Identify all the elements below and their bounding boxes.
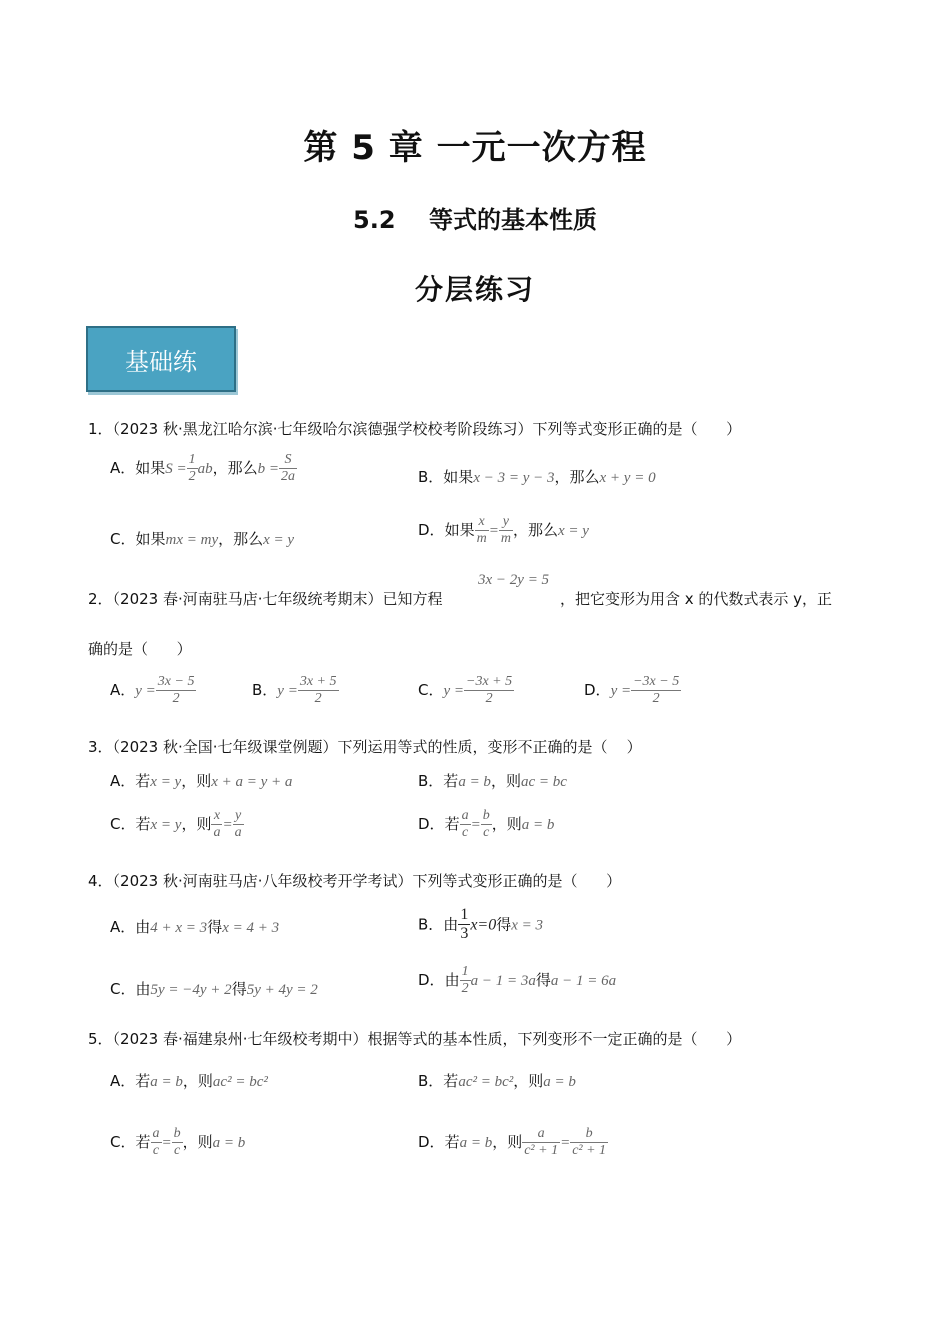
q1-option-c[interactable] — [110, 528, 294, 549]
option-letter: B． — [252, 681, 278, 700]
fraction: $\frac{x}{m}$ — [476, 514, 487, 547]
fraction: $\frac{-3x - 5}{2}$ — [633, 674, 680, 707]
math: x = 4 + 3 — [222, 920, 280, 936]
q2-option-c[interactable] — [418, 674, 514, 707]
math: mx = my — [165, 532, 219, 548]
question-5-stem: 5．（2023 春·福建泉州·七年级校考期中）根据等式的基本性质，下列变形不一定正确的是（ ） — [88, 1030, 742, 1048]
option-text: 如果 — [443, 468, 474, 486]
math: x + y = 0 — [599, 470, 656, 486]
math: = — [560, 1135, 571, 1152]
option-letter: B． — [418, 772, 444, 790]
chapter-title: 第 5 章 一元一次方程 — [303, 128, 647, 168]
q4-option-c[interactable] — [110, 978, 318, 999]
math: x − 3 = y − 3 — [473, 470, 555, 486]
q2-option-b[interactable] — [252, 674, 339, 707]
math: a − 1 = 6a — [550, 973, 617, 990]
basic-practice-badge — [86, 326, 236, 392]
math: ab — [197, 461, 213, 478]
fraction: $\frac{y}{a}$ — [234, 808, 242, 841]
math: = — [488, 523, 499, 540]
q5-option-a[interactable] — [110, 1070, 268, 1091]
option-letter: C． — [110, 815, 136, 834]
fraction: $\frac{a}{\text{c² + 1}}$ — [524, 1126, 559, 1159]
question-3-stem: 3．（2023 秋·全国·七年级课堂例题）下列运用等式的性质，变形不正确的是（ ） — [88, 738, 642, 756]
math: 5y + 4y = 2 — [246, 982, 318, 998]
option-text: 由 — [444, 971, 460, 990]
math: 4 + x = 3 — [150, 920, 208, 936]
option-letter: B． — [418, 1072, 444, 1090]
math: a = b — [543, 1074, 576, 1090]
math: 5y = −4y + 2 — [150, 982, 232, 998]
math: x = y — [263, 532, 295, 548]
option-text: 如果 — [135, 459, 166, 478]
question-2-stem — [88, 588, 443, 609]
option-text: 得 — [496, 915, 512, 934]
math: a = b — [521, 817, 555, 834]
option-letter: C． — [110, 1133, 136, 1152]
option-text: 若 — [135, 772, 151, 790]
option-text: ，那么 — [218, 530, 264, 548]
option-text: ，则 — [182, 1133, 213, 1152]
math: y = — [443, 683, 465, 700]
option-text: 由 — [135, 980, 151, 998]
option-text: 得 — [207, 918, 223, 936]
fraction: $\frac{3x - 5}{2}$ — [157, 674, 195, 707]
option-text: 若 — [443, 1072, 459, 1090]
q4-option-d[interactable] — [418, 964, 616, 997]
q3-option-b[interactable] — [418, 770, 567, 791]
math: ac = bc — [520, 774, 567, 790]
option-text: ，则 — [181, 815, 212, 834]
math: x + a = y + a — [211, 774, 293, 790]
option-letter: D． — [418, 971, 445, 990]
fraction: $\frac{1}{3}$ — [460, 906, 469, 943]
option-letter: B． — [418, 915, 444, 934]
option-text: 若 — [444, 1133, 460, 1152]
math: y = — [610, 683, 632, 700]
option-text: ，则 — [492, 1133, 523, 1152]
option-text: 得 — [535, 971, 551, 990]
layer-title: 分层练习 — [414, 273, 535, 306]
option-text: ，那么 — [512, 521, 558, 540]
option-text: ，则 — [491, 815, 522, 834]
fraction: $\frac{b}{c}$ — [173, 1126, 181, 1159]
option-text: ，则 — [182, 1072, 213, 1090]
option-letter: A． — [110, 918, 136, 936]
math: = — [470, 817, 481, 834]
math: x = y — [150, 817, 182, 834]
math: x=0 — [470, 916, 497, 934]
section-title: 5.2 等式的基本性质 — [353, 206, 597, 234]
option-text: 得 — [231, 980, 247, 998]
q1-option-b[interactable] — [418, 466, 656, 487]
option-letter: A． — [110, 1072, 136, 1090]
option-text: ，那么 — [212, 459, 258, 478]
option-letter: A． — [110, 772, 136, 790]
option-letter: A． — [110, 459, 136, 478]
fraction: $\frac{b}{\text{c² + 1}}$ — [572, 1126, 607, 1159]
option-text: 如果 — [135, 530, 166, 548]
math: a = b — [459, 1135, 493, 1152]
option-text: 由 — [135, 918, 151, 936]
option-text: 由 — [443, 915, 459, 934]
math: y = — [277, 683, 298, 700]
math: ac² = bc² — [212, 1074, 268, 1090]
math: x = 3 — [511, 917, 544, 934]
option-letter: A． — [110, 681, 136, 700]
option-letter: D． — [418, 1133, 445, 1152]
math: a = b — [458, 774, 491, 790]
math: x = y — [150, 774, 182, 790]
q4-option-b[interactable] — [418, 906, 543, 944]
option-text: 如果 — [444, 521, 475, 540]
math: x = y — [557, 523, 589, 540]
fraction: $\frac{b}{c}$ — [482, 808, 490, 841]
option-text: ，那么 — [554, 468, 600, 486]
math: = — [222, 817, 233, 834]
option-text: 若 — [135, 815, 151, 834]
option-text: 若 — [135, 1072, 151, 1090]
option-text: ，则 — [513, 1072, 544, 1090]
option-text: 若 — [135, 1133, 151, 1152]
fraction: $\frac{3x + 5}{2}$ — [299, 674, 337, 707]
q2-option-a[interactable] — [110, 674, 196, 707]
q1-option-a[interactable] — [110, 452, 297, 485]
q3-option-a[interactable] — [110, 770, 292, 791]
option-text: ，则 — [181, 772, 212, 790]
option-text: ，则 — [490, 772, 521, 790]
fraction: $\frac{a}{c}$ — [152, 1126, 160, 1159]
question-1-stem: 1．（2023 秋·黑龙江哈尔滨·七年级哈尔滨德强学校校考阶段练习）下列等式变形正确的是（ ） — [88, 420, 742, 438]
math: S = — [165, 461, 187, 478]
fraction: $\frac{1}{2}$ — [461, 964, 469, 997]
fraction: $\frac{-3x + 5}{2}$ — [466, 674, 513, 707]
option-text: 若 — [443, 772, 459, 790]
fraction: $\frac{y}{m}$ — [500, 514, 511, 547]
option-text: 若 — [444, 815, 460, 834]
math: a = b — [212, 1135, 246, 1152]
option-letter: D． — [584, 681, 611, 700]
math: a = b — [150, 1074, 183, 1090]
q3-option-c[interactable] — [110, 808, 244, 841]
math: = — [161, 1135, 172, 1152]
option-letter: D． — [418, 521, 445, 540]
q2-equation: 3x − 2y = 5 — [478, 572, 550, 588]
question-2-stem-end: 确的是（ ） — [88, 640, 192, 658]
option-letter: C． — [418, 681, 444, 700]
badge-label: 基础练 — [125, 348, 197, 376]
fraction: $\frac{x}{a}$ — [213, 808, 221, 841]
q3-option-d[interactable] — [418, 808, 554, 841]
math: b = — [257, 461, 280, 478]
fraction: $\frac{a}{c}$ — [461, 808, 469, 841]
q5-option-b[interactable] — [418, 1070, 576, 1091]
question-2-stem-cont: ，把它变形为用含 x 的代数式表示 y，正 — [560, 590, 833, 608]
question-4-stem: 4．（2023 秋·河南驻马店·八年级校考开学考试）下列等式变形正确的是（ ） — [88, 872, 622, 890]
q1-option-d[interactable] — [418, 514, 589, 547]
math: a − 1 = 3a — [470, 973, 536, 990]
q4-option-a[interactable] — [110, 916, 279, 937]
math: ac² = bc² — [458, 1074, 514, 1090]
option-letter: D． — [418, 815, 445, 834]
stem-text: 2．（2023 春·河南驻马店·七年级统考期末）已知方程 — [88, 590, 443, 608]
q5-option-d[interactable] — [418, 1126, 608, 1159]
q5-option-c[interactable] — [110, 1126, 245, 1159]
math: y = — [135, 683, 156, 700]
option-letter: C． — [110, 980, 136, 998]
option-letter: B． — [418, 468, 444, 486]
fraction: $\frac{S}{2a}$ — [281, 452, 296, 485]
option-letter: C． — [110, 530, 136, 548]
q2-option-d[interactable] — [584, 674, 681, 707]
fraction: $\frac{1}{2}$ — [188, 452, 196, 485]
